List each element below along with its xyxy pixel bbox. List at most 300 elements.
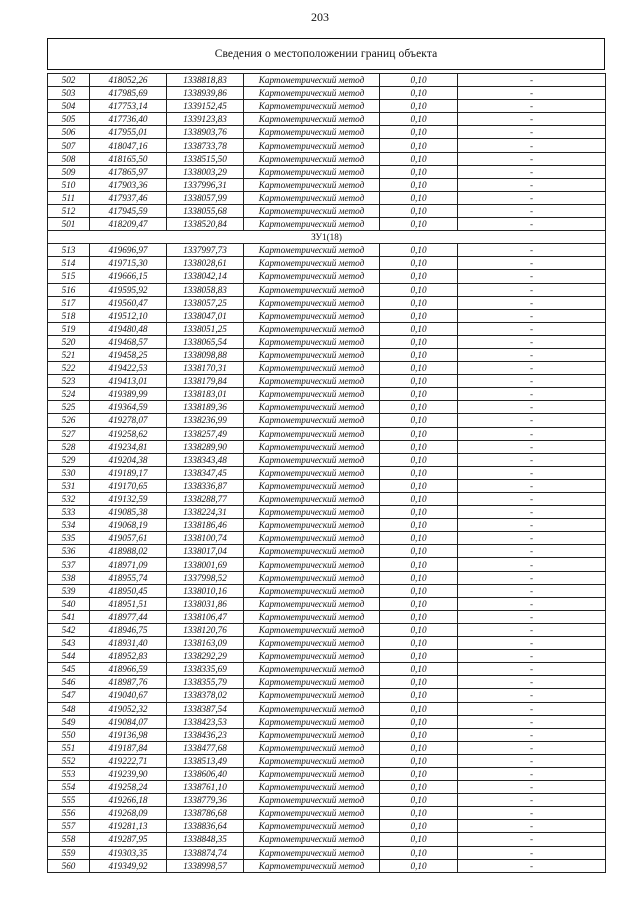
description-cell: -: [458, 506, 606, 519]
x-coordinate: 419136,98: [90, 728, 167, 741]
x-coordinate: 418988,02: [90, 545, 167, 558]
method-cell: Картометрический метод: [244, 322, 380, 335]
precision-cell: 0,10: [380, 741, 458, 754]
y-coordinate: 1339123,83: [167, 113, 244, 126]
method-cell: Картометрический метод: [244, 165, 380, 178]
coordinates-table: [47, 73, 606, 873]
table-row: [48, 558, 606, 571]
point-number: 515: [48, 270, 90, 283]
x-coordinate: 419364,59: [90, 401, 167, 414]
y-coordinate: 1338051,25: [167, 322, 244, 335]
precision-cell: 0,10: [380, 767, 458, 780]
description-cell: -: [458, 767, 606, 780]
y-coordinate: 1337997,73: [167, 244, 244, 257]
precision-cell: 0,10: [380, 401, 458, 414]
y-coordinate: 1338058,83: [167, 283, 244, 296]
table-row: [48, 322, 606, 335]
table-row: [48, 218, 606, 231]
point-number: 531: [48, 479, 90, 492]
y-coordinate: 1338179,84: [167, 375, 244, 388]
y-coordinate: 1338189,36: [167, 401, 244, 414]
description-cell: -: [458, 623, 606, 636]
method-cell: Картометрический метод: [244, 270, 380, 283]
point-number: 512: [48, 204, 90, 217]
method-cell: Картометрический метод: [244, 676, 380, 689]
x-coordinate: 419287,95: [90, 833, 167, 846]
point-number: 542: [48, 623, 90, 636]
method-cell: Картометрический метод: [244, 440, 380, 453]
method-cell: Картометрический метод: [244, 466, 380, 479]
y-coordinate: 1338761,10: [167, 781, 244, 794]
y-coordinate: 1338003,29: [167, 165, 244, 178]
x-coordinate: 419715,30: [90, 257, 167, 270]
description-cell: -: [458, 689, 606, 702]
point-number: 526: [48, 414, 90, 427]
description-cell: -: [458, 610, 606, 623]
table-row: [48, 165, 606, 178]
description-cell: -: [458, 833, 606, 846]
y-coordinate: 1338343,48: [167, 453, 244, 466]
point-number: 517: [48, 296, 90, 309]
y-coordinate: 1338818,83: [167, 74, 244, 87]
description-cell: -: [458, 126, 606, 139]
method-cell: Картометрический метод: [244, 637, 380, 650]
table-row: [48, 414, 606, 427]
precision-cell: 0,10: [380, 597, 458, 610]
table-row: [48, 204, 606, 217]
point-number: 501: [48, 218, 90, 231]
description-cell: -: [458, 558, 606, 571]
precision-cell: 0,10: [380, 440, 458, 453]
precision-cell: 0,10: [380, 807, 458, 820]
method-cell: Картометрический метод: [244, 846, 380, 859]
point-number: 539: [48, 584, 90, 597]
precision-cell: 0,10: [380, 139, 458, 152]
y-coordinate: 1338477,68: [167, 741, 244, 754]
precision-cell: 0,10: [380, 244, 458, 257]
method-cell: Картометрический метод: [244, 362, 380, 375]
y-coordinate: 1338513,49: [167, 754, 244, 767]
precision-cell: 0,10: [380, 479, 458, 492]
x-coordinate: 417753,14: [90, 100, 167, 113]
table-row: [48, 493, 606, 506]
description-cell: -: [458, 375, 606, 388]
point-number: 540: [48, 597, 90, 610]
method-cell: Картометрический метод: [244, 244, 380, 257]
table-row: [48, 767, 606, 780]
x-coordinate: 418946,75: [90, 623, 167, 636]
method-cell: Картометрический метод: [244, 545, 380, 558]
description-cell: -: [458, 820, 606, 833]
description-cell: -: [458, 545, 606, 558]
method-cell: Картометрический метод: [244, 794, 380, 807]
x-coordinate: 418977,44: [90, 610, 167, 623]
table-row: [48, 754, 606, 767]
description-cell: -: [458, 309, 606, 322]
point-number: 538: [48, 571, 90, 584]
table-row: [48, 584, 606, 597]
description-cell: -: [458, 100, 606, 113]
table-row: [48, 532, 606, 545]
x-coordinate: 419258,24: [90, 781, 167, 794]
x-coordinate: 418971,09: [90, 558, 167, 571]
table-row: [48, 139, 606, 152]
precision-cell: 0,10: [380, 257, 458, 270]
method-cell: Картометрический метод: [244, 859, 380, 872]
point-number: 547: [48, 689, 90, 702]
precision-cell: 0,10: [380, 584, 458, 597]
precision-cell: 0,10: [380, 676, 458, 689]
description-cell: -: [458, 139, 606, 152]
precision-cell: 0,10: [380, 126, 458, 139]
point-number: 532: [48, 493, 90, 506]
precision-cell: 0,10: [380, 427, 458, 440]
method-cell: Картометрический метод: [244, 74, 380, 87]
description-cell: -: [458, 859, 606, 872]
table-row: [48, 597, 606, 610]
point-number: 525: [48, 401, 90, 414]
method-cell: Картометрический метод: [244, 283, 380, 296]
point-number: 544: [48, 650, 90, 663]
x-coordinate: 419057,61: [90, 532, 167, 545]
method-cell: Картометрический метод: [244, 650, 380, 663]
point-number: 533: [48, 506, 90, 519]
x-coordinate: 419040,67: [90, 689, 167, 702]
x-coordinate: 418966,59: [90, 663, 167, 676]
x-coordinate: 418931,40: [90, 637, 167, 650]
table-row: [48, 401, 606, 414]
description-cell: -: [458, 597, 606, 610]
precision-cell: 0,10: [380, 650, 458, 663]
method-cell: Картометрический метод: [244, 296, 380, 309]
y-coordinate: 1338515,50: [167, 152, 244, 165]
method-cell: Картометрический метод: [244, 388, 380, 401]
description-cell: -: [458, 218, 606, 231]
description-cell: -: [458, 676, 606, 689]
table-row: [48, 781, 606, 794]
table-row: [48, 676, 606, 689]
x-coordinate: 419268,09: [90, 807, 167, 820]
y-coordinate: 1338183,01: [167, 388, 244, 401]
point-number: 518: [48, 309, 90, 322]
x-coordinate: 419068,19: [90, 519, 167, 532]
point-number: 506: [48, 126, 90, 139]
method-cell: Картометрический метод: [244, 597, 380, 610]
y-coordinate: 1338903,76: [167, 126, 244, 139]
precision-cell: 0,10: [380, 545, 458, 558]
point-number: 514: [48, 257, 90, 270]
description-cell: -: [458, 113, 606, 126]
x-coordinate: 418987,76: [90, 676, 167, 689]
description-cell: -: [458, 663, 606, 676]
description-cell: -: [458, 754, 606, 767]
x-coordinate: 419278,07: [90, 414, 167, 427]
coordinates-sheet: [47, 38, 605, 873]
y-coordinate: 1338010,16: [167, 584, 244, 597]
precision-cell: 0,10: [380, 74, 458, 87]
table-row: [48, 820, 606, 833]
table-row: [48, 388, 606, 401]
description-cell: -: [458, 362, 606, 375]
x-coordinate: 419187,84: [90, 741, 167, 754]
x-coordinate: 419696,97: [90, 244, 167, 257]
point-number: 546: [48, 676, 90, 689]
description-cell: -: [458, 178, 606, 191]
description-cell: -: [458, 152, 606, 165]
y-coordinate: 1338355,79: [167, 676, 244, 689]
y-coordinate: 1337996,31: [167, 178, 244, 191]
table-row: [48, 296, 606, 309]
description-cell: -: [458, 414, 606, 427]
y-coordinate: 1338335,69: [167, 663, 244, 676]
table-row: [48, 270, 606, 283]
x-coordinate: 419422,53: [90, 362, 167, 375]
x-coordinate: 419413,01: [90, 375, 167, 388]
table-row: [48, 807, 606, 820]
y-coordinate: 1338042,14: [167, 270, 244, 283]
precision-cell: 0,10: [380, 309, 458, 322]
precision-cell: 0,10: [380, 493, 458, 506]
table-row: [48, 846, 606, 859]
method-cell: Картометрический метод: [244, 689, 380, 702]
table-row: [48, 375, 606, 388]
table-row: [48, 859, 606, 872]
table-row: [48, 741, 606, 754]
table-row: [48, 113, 606, 126]
method-cell: Картометрический метод: [244, 754, 380, 767]
description-cell: -: [458, 453, 606, 466]
method-cell: Картометрический метод: [244, 833, 380, 846]
point-number: 555: [48, 794, 90, 807]
precision-cell: 0,10: [380, 191, 458, 204]
method-cell: Картометрический метод: [244, 610, 380, 623]
description-cell: -: [458, 87, 606, 100]
precision-cell: 0,10: [380, 348, 458, 361]
y-coordinate: 1338939,86: [167, 87, 244, 100]
y-coordinate: 1338163,09: [167, 637, 244, 650]
table-row: [48, 506, 606, 519]
precision-cell: 0,10: [380, 820, 458, 833]
method-cell: Картометрический метод: [244, 178, 380, 191]
description-cell: -: [458, 74, 606, 87]
y-coordinate: 1338423,53: [167, 715, 244, 728]
description-cell: -: [458, 715, 606, 728]
point-number: 528: [48, 440, 90, 453]
point-number: 553: [48, 767, 90, 780]
method-cell: Картометрический метод: [244, 348, 380, 361]
y-coordinate: 1338057,99: [167, 191, 244, 204]
table-row: [48, 191, 606, 204]
y-coordinate: 1338055,68: [167, 204, 244, 217]
point-number: 535: [48, 532, 90, 545]
y-coordinate: 1339152,45: [167, 100, 244, 113]
x-coordinate: 419595,92: [90, 283, 167, 296]
precision-cell: 0,10: [380, 204, 458, 217]
method-cell: Картометрический метод: [244, 479, 380, 492]
method-cell: Картометрический метод: [244, 663, 380, 676]
precision-cell: 0,10: [380, 87, 458, 100]
method-cell: Картометрический метод: [244, 807, 380, 820]
table-row: [48, 571, 606, 584]
precision-cell: 0,10: [380, 100, 458, 113]
description-cell: -: [458, 493, 606, 506]
point-number: 537: [48, 558, 90, 571]
point-number: 530: [48, 466, 90, 479]
description-cell: -: [458, 388, 606, 401]
point-number: 545: [48, 663, 90, 676]
method-cell: Картометрический метод: [244, 100, 380, 113]
y-coordinate: 1338336,87: [167, 479, 244, 492]
y-coordinate: 1338106,47: [167, 610, 244, 623]
method-cell: Картометрический метод: [244, 506, 380, 519]
point-number: 516: [48, 283, 90, 296]
description-cell: -: [458, 191, 606, 204]
precision-cell: 0,10: [380, 388, 458, 401]
method-cell: Картометрический метод: [244, 401, 380, 414]
point-number: 527: [48, 427, 90, 440]
table-row: [48, 663, 606, 676]
point-number: 554: [48, 781, 90, 794]
table-row: [48, 466, 606, 479]
y-coordinate: 1338779,36: [167, 794, 244, 807]
table-row: [48, 794, 606, 807]
table-row: [48, 728, 606, 741]
description-cell: -: [458, 637, 606, 650]
description-cell: -: [458, 702, 606, 715]
table-row: [48, 257, 606, 270]
section-row: [48, 231, 606, 244]
description-cell: -: [458, 283, 606, 296]
method-cell: Картометрический метод: [244, 715, 380, 728]
point-number: 508: [48, 152, 90, 165]
precision-cell: 0,10: [380, 623, 458, 636]
point-number: 551: [48, 741, 90, 754]
method-cell: Картометрический метод: [244, 767, 380, 780]
x-coordinate: 419234,81: [90, 440, 167, 453]
precision-cell: 0,10: [380, 728, 458, 741]
precision-cell: 0,10: [380, 833, 458, 846]
description-cell: -: [458, 532, 606, 545]
point-number: 549: [48, 715, 90, 728]
precision-cell: 0,10: [380, 296, 458, 309]
table-row: [48, 715, 606, 728]
point-number: 536: [48, 545, 90, 558]
method-cell: Картометрический метод: [244, 375, 380, 388]
table-row: [48, 244, 606, 257]
x-coordinate: 419239,90: [90, 767, 167, 780]
y-coordinate: 1338288,77: [167, 493, 244, 506]
table-row: [48, 702, 606, 715]
y-coordinate: 1338436,23: [167, 728, 244, 741]
precision-cell: 0,10: [380, 270, 458, 283]
x-coordinate: 419349,92: [90, 859, 167, 872]
method-cell: Картометрический метод: [244, 309, 380, 322]
method-cell: Картометрический метод: [244, 191, 380, 204]
table-row: [48, 335, 606, 348]
x-coordinate: 418052,26: [90, 74, 167, 87]
description-cell: -: [458, 401, 606, 414]
table-row: [48, 348, 606, 361]
y-coordinate: 1338292,29: [167, 650, 244, 663]
description-cell: -: [458, 257, 606, 270]
table-row: [48, 440, 606, 453]
y-coordinate: 1338836,64: [167, 820, 244, 833]
description-cell: -: [458, 335, 606, 348]
method-cell: Картометрический метод: [244, 741, 380, 754]
x-coordinate: 418165,50: [90, 152, 167, 165]
method-cell: Картометрический метод: [244, 427, 380, 440]
description-cell: -: [458, 846, 606, 859]
y-coordinate: 1338098,88: [167, 348, 244, 361]
x-coordinate: 419389,99: [90, 388, 167, 401]
description-cell: -: [458, 794, 606, 807]
method-cell: Картометрический метод: [244, 139, 380, 152]
point-number: 502: [48, 74, 90, 87]
y-coordinate: 1338520,84: [167, 218, 244, 231]
method-cell: Картометрический метод: [244, 113, 380, 126]
precision-cell: 0,10: [380, 152, 458, 165]
y-coordinate: 1338031,86: [167, 597, 244, 610]
method-cell: Картометрический метод: [244, 623, 380, 636]
method-cell: Картометрический метод: [244, 820, 380, 833]
method-cell: Картометрический метод: [244, 571, 380, 584]
page-number: 203: [311, 10, 329, 24]
x-coordinate: 417736,40: [90, 113, 167, 126]
y-coordinate: 1338786,68: [167, 807, 244, 820]
y-coordinate: 1338100,74: [167, 532, 244, 545]
method-cell: Картометрический метод: [244, 126, 380, 139]
y-coordinate: 1338733,78: [167, 139, 244, 152]
precision-cell: 0,10: [380, 610, 458, 623]
description-cell: -: [458, 728, 606, 741]
table-row: [48, 126, 606, 139]
method-cell: Картометрический метод: [244, 453, 380, 466]
method-cell: Картометрический метод: [244, 204, 380, 217]
x-coordinate: 419303,35: [90, 846, 167, 859]
x-coordinate: 419132,59: [90, 493, 167, 506]
description-cell: -: [458, 807, 606, 820]
description-cell: -: [458, 270, 606, 283]
precision-cell: 0,10: [380, 637, 458, 650]
description-cell: -: [458, 165, 606, 178]
y-coordinate: 1338057,25: [167, 296, 244, 309]
precision-cell: 0,10: [380, 794, 458, 807]
x-coordinate: 417945,59: [90, 204, 167, 217]
precision-cell: 0,10: [380, 283, 458, 296]
y-coordinate: 1338257,49: [167, 427, 244, 440]
description-cell: -: [458, 440, 606, 453]
y-coordinate: 1338065,54: [167, 335, 244, 348]
y-coordinate: 1338120,76: [167, 623, 244, 636]
point-number: 523: [48, 375, 90, 388]
description-cell: -: [458, 466, 606, 479]
x-coordinate: 417903,36: [90, 178, 167, 191]
precision-cell: 0,10: [380, 532, 458, 545]
precision-cell: 0,10: [380, 362, 458, 375]
y-coordinate: 1338236,99: [167, 414, 244, 427]
point-number: 505: [48, 113, 90, 126]
table-row: [48, 74, 606, 87]
point-number: 509: [48, 165, 90, 178]
precision-cell: 0,10: [380, 846, 458, 859]
point-number: 556: [48, 807, 90, 820]
description-cell: -: [458, 322, 606, 335]
point-number: 548: [48, 702, 90, 715]
precision-cell: 0,10: [380, 375, 458, 388]
precision-cell: 0,10: [380, 859, 458, 872]
point-number: 507: [48, 139, 90, 152]
x-coordinate: 419222,71: [90, 754, 167, 767]
